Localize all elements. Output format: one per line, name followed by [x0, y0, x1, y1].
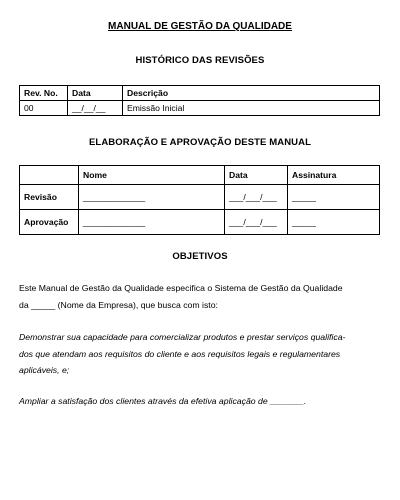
revision-date-blank: ___/___/___: [225, 185, 288, 210]
revision-description: Emissão Inicial: [123, 101, 380, 116]
objective-item-2: [19, 393, 382, 410]
table-header-row: [20, 86, 380, 101]
column-header-description: Descrição: [123, 86, 380, 101]
revision-signature-blank: _____: [288, 185, 380, 210]
revisions-heading: HISTÓRICO DAS REVISÕES: [135, 55, 265, 66]
approval-name-blank: _____________: [79, 210, 225, 235]
objectives-intro: [19, 280, 382, 313]
column-header-date: Data: [225, 166, 288, 185]
table-row: [20, 185, 380, 210]
table-row: [20, 210, 380, 235]
revisions-table: [19, 85, 380, 116]
objective-1-line-1: Demonstrar sua capacidade para comercializar produtos e prestar serviços qualifica-: [19, 332, 346, 342]
revision-name-blank: _____________: [79, 185, 225, 210]
approval-signature-blank: _____: [288, 210, 380, 235]
revision-number: 00: [20, 101, 68, 116]
revision-date: __/__/__: [68, 101, 123, 116]
column-header-name: Nome: [79, 166, 225, 185]
row-label-revision: Revisão: [20, 185, 79, 210]
objective-item-1: [19, 329, 382, 379]
column-header-blank: [20, 166, 79, 185]
document-title: MANUAL DE GESTÃO DA QUALIDADE: [108, 21, 292, 32]
table-header-row: [20, 166, 380, 185]
approval-date-blank: ___/___/___: [225, 210, 288, 235]
approval-table: [19, 165, 380, 235]
objective-1-line-2: dos que atendam aos requisitos do cliente e aos requisitos legais e regulamentares: [19, 348, 341, 359]
objectives-heading: OBJETIVOS: [172, 251, 228, 262]
objective-1-line-3: aplicáveis, e;: [19, 365, 70, 375]
column-header-signature: Assinatura: [288, 166, 380, 185]
objective-2-line-1: Ampliar a satisfação dos clientes através da efetiva aplicação de _______.: [19, 396, 307, 406]
intro-line-1: Este Manual de Gestão da Qualidade especifica o Sistema de Gestão da Qualidade: [19, 283, 343, 293]
approval-heading: ELABORAÇÃO E APROVAÇÃO DESTE MANUAL: [88, 137, 311, 148]
row-label-approval: Aprovação: [20, 210, 79, 235]
column-header-date: Data: [68, 86, 123, 101]
intro-line-2: da _____ (Nome da Empresa), que busca com isto:: [19, 299, 218, 310]
column-header-rev: Rev. No.: [20, 86, 68, 101]
table-row: [20, 101, 380, 116]
